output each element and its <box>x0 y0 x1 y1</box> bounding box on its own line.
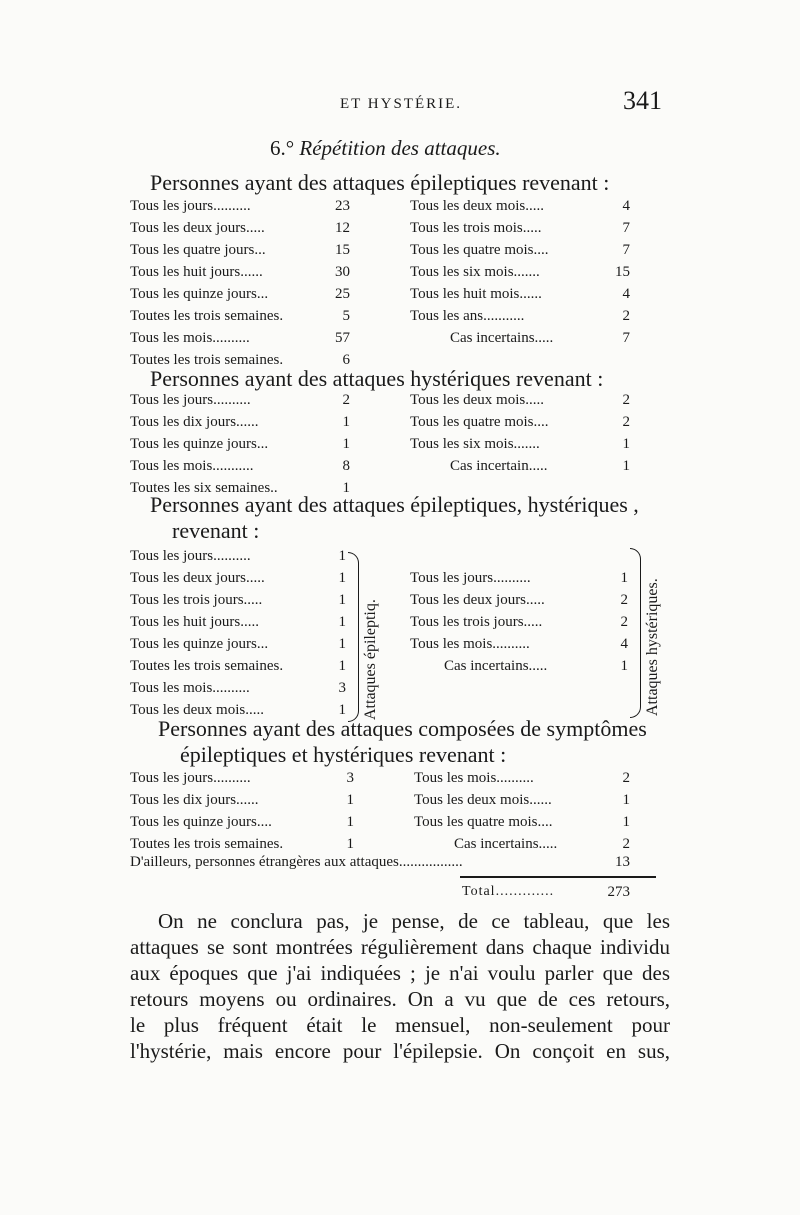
list-item: Toutes les six semaines.. 1 <box>130 480 350 496</box>
list-item: Tous les deux mois...... 1 <box>414 792 630 808</box>
list-item: Tous les quatre mois.... 7 <box>410 242 630 258</box>
paragraph-line: l'hystérie, mais encore pour l'épilepsie. On conçoit en sus, <box>130 1039 670 1063</box>
running-title: ET HYSTÉRIE. <box>340 96 463 112</box>
list-item: Toutes les trois semaines. 6 <box>130 352 350 368</box>
list-item: Tous les six mois....... 1 <box>410 436 630 452</box>
paragraph-line: aux époques que j'ai indiquées ; je n'ai voulu parler que des <box>130 961 670 985</box>
page-number: 341 <box>623 86 662 115</box>
section-title: Répétition des attaques. <box>299 136 501 160</box>
list-item: Tous les deux mois..... 4 <box>410 198 630 214</box>
list-item: Tous les quinze jours... 1 <box>130 436 350 452</box>
list-item: Tous les dix jours...... 1 <box>130 792 354 808</box>
list-item: Tous les quatre jours... 15 <box>130 242 350 258</box>
list-item: Tous les quinze jours... 1 <box>130 636 346 652</box>
list-item: Tous les ans........... 2 <box>410 308 630 324</box>
list-item: Tous les quatre mois.... 2 <box>410 414 630 430</box>
list-item: Tous les jours.......... 3 <box>130 770 354 786</box>
group2-heading: Personnes ayant des attaques hystériques revenant : <box>150 366 604 391</box>
list-item: Tous les six mois....... 15 <box>410 264 630 280</box>
list-item: Tous les mois.......... 4 <box>410 636 628 652</box>
paragraph-line: le plus fréquent était le mensuel, non-seulement pour <box>130 1013 670 1037</box>
list-item: Tous les deux jours..... 1 <box>130 570 346 586</box>
right-side-label: Attaques hystériques. <box>644 578 661 716</box>
list-item: Tous les jours.......... 1 <box>130 548 346 564</box>
list-item: Tous les huit mois...... 4 <box>410 286 630 302</box>
group4-heading: Personnes ayant des attaques composées de symptômes <box>158 716 647 741</box>
group3-heading: Personnes ayant des attaques épileptiques, hystériques , <box>150 492 639 517</box>
list-item: Tous les jours.......... 1 <box>410 570 628 586</box>
list-item: Cas incertains..... 2 <box>454 836 630 852</box>
total-row: Total............. 273 <box>462 884 630 900</box>
list-item: Tous les dix jours...... 1 <box>130 414 350 430</box>
list-item: Toutes les trois semaines. 1 <box>130 836 354 852</box>
list-item: Cas incertains..... 7 <box>450 330 630 346</box>
paragraph-line: attaques se sont montrées régulièrement dans chaque individu <box>130 935 670 959</box>
group3-heading-continued: revenant : <box>172 518 260 543</box>
list-item: Tous les trois jours..... 2 <box>410 614 628 630</box>
section-number: 6.° <box>270 136 295 160</box>
left-brace <box>348 552 359 722</box>
group4-heading-continued: épileptiques et hystériques revenant : <box>180 742 507 767</box>
list-item: Tous les mois.......... 57 <box>130 330 350 346</box>
list-item: Tous les huit jours...... 30 <box>130 264 350 280</box>
left-side-label: Attaques épileptiq. <box>362 599 379 720</box>
list-item: Tous les deux mois..... 1 <box>130 702 346 718</box>
strangers-row: D'ailleurs, personnes étrangères aux attaques................. 13 <box>130 854 630 870</box>
list-item: Tous les jours.......... 23 <box>130 198 350 214</box>
list-item: Toutes les trois semaines. 1 <box>130 658 346 674</box>
list-item: Tous les mois........... 8 <box>130 458 350 474</box>
list-item: Tous les trois jours..... 1 <box>130 592 346 608</box>
list-item: Tous les quatre mois.... 1 <box>414 814 630 830</box>
right-brace <box>630 548 641 718</box>
list-item: Tous les deux jours..... 12 <box>130 220 350 236</box>
section-heading <box>270 136 501 161</box>
list-item: Tous les mois.......... 2 <box>414 770 630 786</box>
group1-heading: Personnes ayant des attaques épileptiques revenant : <box>150 170 610 195</box>
list-item: Tous les deux mois..... 2 <box>410 392 630 408</box>
list-item: Cas incertain..... 1 <box>450 458 630 474</box>
paragraph-line: retours moyens ou ordinaires. On a vu que de ces retours, <box>130 987 670 1011</box>
list-item: Tous les quinze jours... 25 <box>130 286 350 302</box>
list-item: Tous les quinze jours.... 1 <box>130 814 354 830</box>
list-item: Tous les jours.......... 2 <box>130 392 350 408</box>
list-item: Tous les trois mois..... 7 <box>410 220 630 236</box>
total-rule <box>460 876 656 878</box>
list-item: Tous les huit jours..... 1 <box>130 614 346 630</box>
list-item: Tous les mois.......... 3 <box>130 680 346 696</box>
list-item: Cas incertains..... 1 <box>444 658 628 674</box>
paragraph-line: On ne conclura pas, je pense, de ce tableau, que les <box>158 909 670 933</box>
body-paragraph <box>130 908 670 1064</box>
list-item: Tous les deux jours..... 2 <box>410 592 628 608</box>
list-item: Toutes les trois semaines. 5 <box>130 308 350 324</box>
